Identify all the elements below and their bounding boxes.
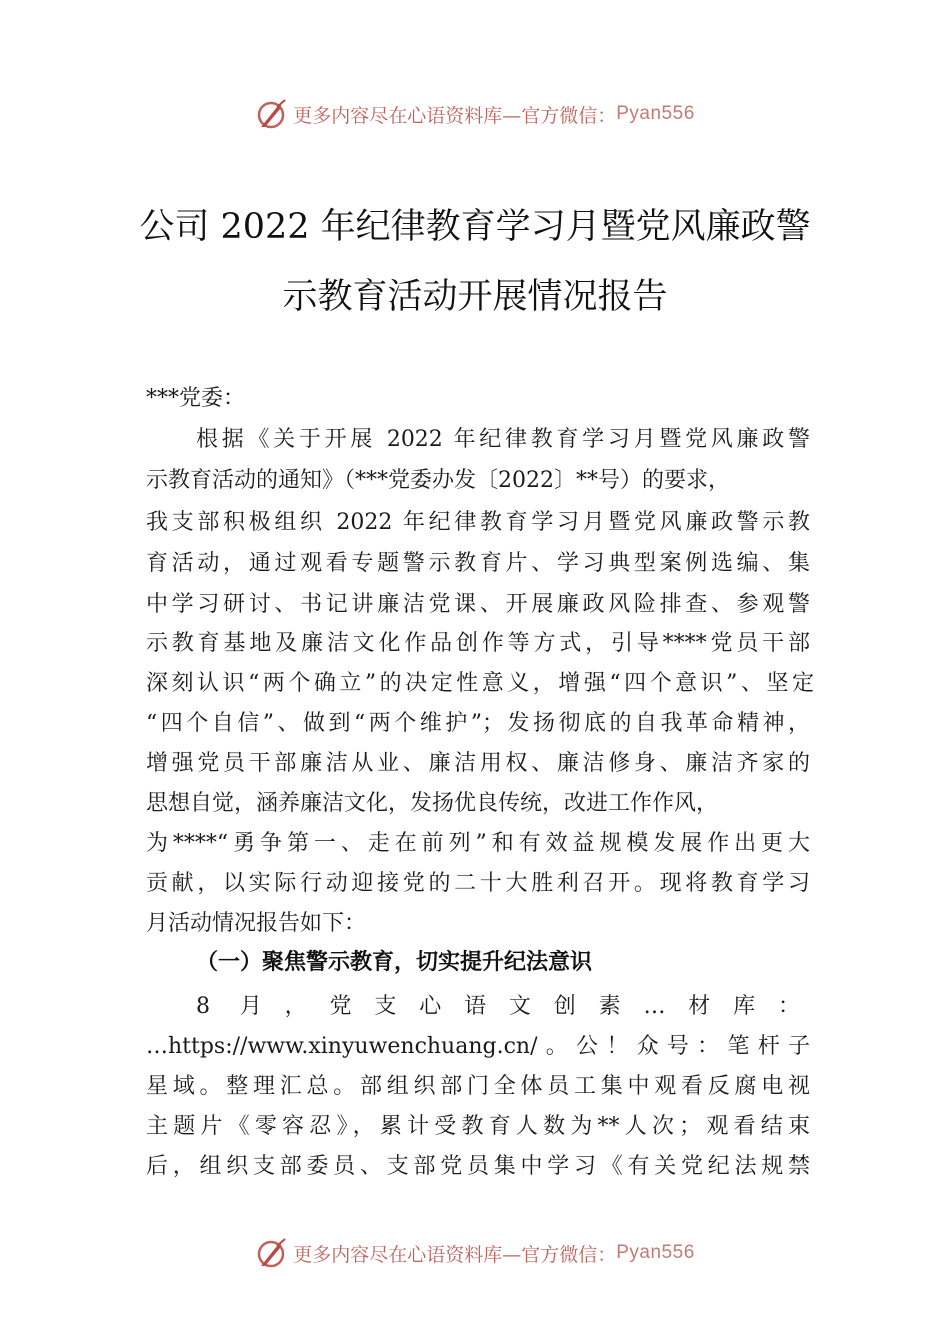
- paragraph-line: 思想自觉，涵养廉洁文化，发扬优良传统，改进工作作风，: [146, 791, 719, 816]
- paragraph-line: 主题片《零容忍》，累计受教育人数为**人次；观看结束: [146, 1114, 810, 1139]
- paragraph-line: 为****“勇争第一、走在前列”和有效益规模发展作出更大: [146, 831, 810, 856]
- paragraph-line: 根据《关于开展 2022 年纪律教育学习月暨党风廉政警: [196, 427, 810, 452]
- document-title-line-2: 示教育活动开展情况报告: [282, 277, 668, 317]
- salutation: ***党委：: [146, 386, 246, 411]
- quill-logo-icon: [255, 97, 289, 131]
- document-title-line-1: 公司 2022 年纪律教育学习月暨党风廉政警: [139, 207, 811, 247]
- paragraph-line: 月活动情况报告如下：: [146, 911, 367, 936]
- watermark-wechat-id: Pyan556: [616, 103, 695, 124]
- paragraph-line: 8 月，党支心语文创素…材库：: [196, 994, 800, 1019]
- watermark-header: [0, 94, 950, 134]
- watermark-text: 更多内容尽在心语资料库—官方微信：: [293, 1243, 617, 1266]
- paragraph-line: 贡献，以实际行动迎接党的二十大胜利召开。现将教育学习: [146, 871, 810, 896]
- paragraph-line: 示教育基地及廉洁文化作品创作等方式，引导****党员干部: [146, 631, 810, 656]
- paragraph-line: 育活动，通过观看专题警示教育片、学习典型案例选编、集: [146, 551, 810, 576]
- watermark-footer: [0, 1233, 950, 1273]
- paragraph-line: 星域。整理汇总。部组织部门全体员工集中观看反腐电视: [146, 1074, 810, 1099]
- quill-logo-icon: [255, 1236, 289, 1270]
- paragraph-line: 中学习研讨、书记讲廉洁党课、开展廉政风险排查、参观警: [146, 592, 810, 617]
- paragraph-line: “四个自信”、做到“两个维护”；发扬彻底的自我革命精神，: [146, 711, 810, 736]
- section-heading: （一）聚焦警示教育，切实提升纪法意识: [196, 950, 593, 975]
- paragraph-line: 增强党员干部廉洁从业、廉洁用权、廉洁修身、廉洁齐家的: [146, 751, 810, 776]
- watermark-wechat-id: Pyan556: [616, 1242, 695, 1263]
- paragraph-line: 后，组织支部委员、支部党员集中学习《有关党纪法规禁: [146, 1154, 810, 1179]
- paragraph-line: 示教育活动的通知》（***党委办发〔2022〕**号）的要求，: [146, 468, 730, 493]
- paragraph-line: 深刻认识“两个确立”的决定性意义，增强“四个意识”、坚定: [146, 671, 814, 696]
- watermark-text: 更多内容尽在心语资料库—官方微信：: [293, 104, 617, 127]
- paragraph-line: 我支部积极组织 2022 年纪律教育学习月暨党风廉政警示教: [146, 510, 810, 535]
- paragraph-line: …https://www.xinyuwenchuang.cn/。公！众号：笔杆子: [146, 1034, 810, 1059]
